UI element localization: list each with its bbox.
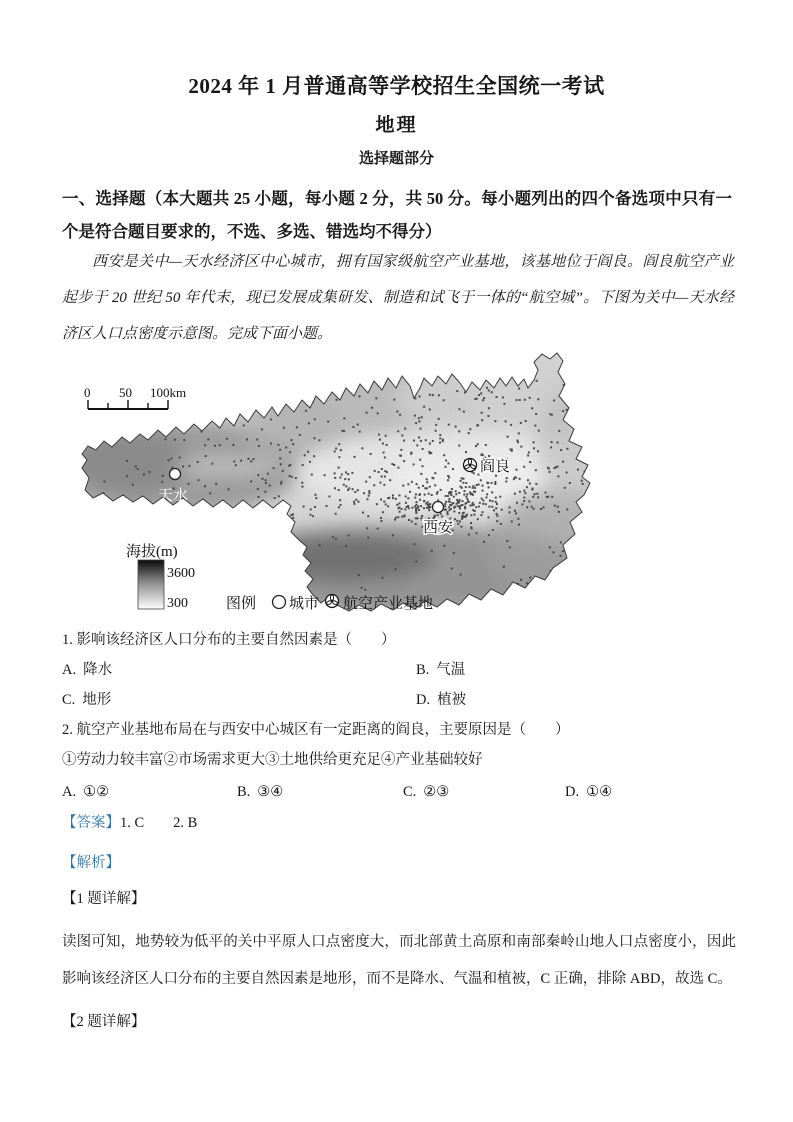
- option-2a: A. ①②: [62, 784, 110, 800]
- section-instructions: 一、选择题（本大题共 25 小题，每小题 2 分，共 50 分。每小题列出的四个备选项中只有一个是符合题目要求的，不选、多选、错选均不得分）: [62, 189, 732, 241]
- elevation-max: 3600: [167, 566, 195, 581]
- question-2-number: 2.: [62, 722, 73, 738]
- legend-city-icon: [273, 596, 286, 609]
- option-2b: B. ③④: [237, 784, 284, 800]
- question-1-options: [62, 660, 740, 720]
- scale-bar: [88, 400, 168, 409]
- option-1b: B. 气温: [416, 662, 466, 678]
- answer-label: 【答案】: [62, 815, 120, 831]
- section-label: 选择题部分: [358, 151, 434, 167]
- elevation-title: 海拔(m): [126, 544, 178, 560]
- option-1c: C. 地形: [62, 692, 112, 708]
- xian-city-marker: [433, 502, 444, 513]
- option-2d: D. ①④: [565, 784, 613, 800]
- map-figure: [76, 350, 596, 615]
- yanliang-label: 阎良: [480, 459, 511, 475]
- explanation-1-heading: 【1 题详解】: [62, 891, 146, 907]
- legend-city-label: 城市: [289, 596, 320, 612]
- legend-aviation-label: 航空产业基地: [343, 596, 434, 612]
- answer-line: [62, 813, 742, 833]
- analysis-label: 【解析】: [62, 855, 120, 871]
- scale-label-0: 0: [84, 385, 91, 400]
- explanation-1-text: 读图可知，地势较为低平的关中平原人口点密度大，而北部黄土高原和南部秦岭山地人口点密度小，因此影响该经济区人口分布的主要自然因素是地形，而不是降水、气温和植被，C 正确，排除 ABD，故选 C。: [62, 934, 736, 987]
- elevation-gradient-bar: [138, 560, 164, 609]
- option-1d: D. 植被: [416, 692, 467, 708]
- question-2-subitems: ①劳动力较丰富②市场需求更大③土地供给更充足④产业基础较好: [62, 752, 483, 768]
- question-1-stem: 1. 影响该经济区人口分布的主要自然因素是（ ）: [62, 632, 396, 648]
- tianshui-city-marker: [170, 469, 181, 480]
- scale-label-100km: 100km: [150, 385, 187, 400]
- question-2-stem: 2. 航空产业基地布局在与西安中心城区有一定距离的阎良，主要原因是（ ）: [62, 722, 570, 738]
- legend-aviation-icon: [326, 595, 339, 608]
- elevation-min: 300: [167, 596, 188, 611]
- exam-subject: 地理: [375, 115, 418, 136]
- option-2c: C. ②③: [403, 784, 450, 800]
- option-1a: A. 降水: [62, 662, 113, 678]
- answer-text: 1. C 2. B: [120, 815, 198, 831]
- exam-title: 2024 年 1 月普通高等学校招生全国统一考试: [188, 74, 605, 98]
- tianshui-label: 天水: [158, 488, 189, 504]
- xian-label: 西安: [423, 520, 454, 536]
- population-density-map: [76, 350, 596, 615]
- question-1-number: 1.: [62, 632, 73, 648]
- scale-label-50: 50: [119, 385, 132, 400]
- question-2-options: [62, 782, 740, 802]
- explanation-2-heading: 【2 题详解】: [62, 1014, 146, 1030]
- legend-title: 图例: [226, 596, 257, 612]
- question-passage: 西安是关中—天水经济区中心城市，拥有国家级航空产业基地，该基地位于阎良。阎良航空产业起步于 20 世纪 50 年代末，现已发展成集研发、制造和试飞于一体的“航空城”。下图为关中—天水经济区人口点密度示意图。完成下面小题。: [62, 254, 734, 342]
- aviation-base-icon: [464, 459, 477, 472]
